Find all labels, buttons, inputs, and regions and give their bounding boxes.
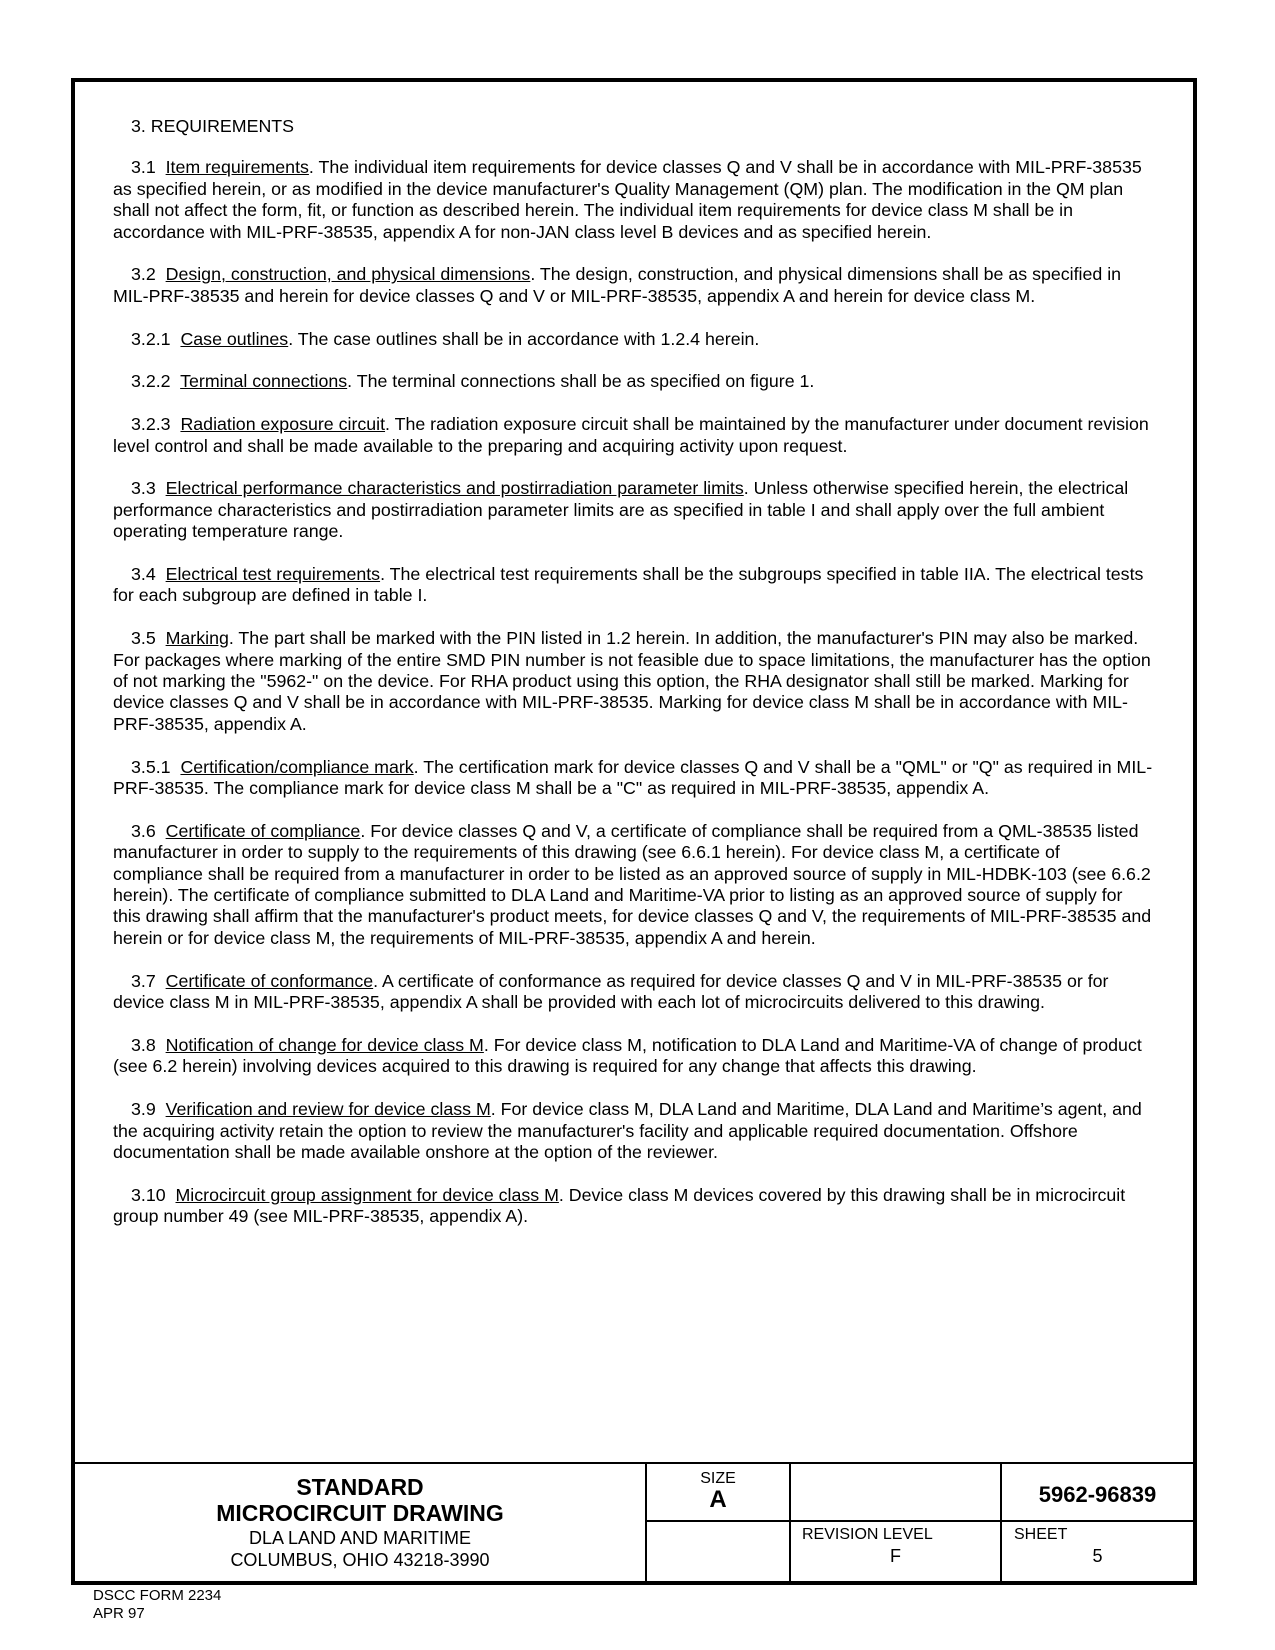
paragraph-3-6: 3.6 Certificate of compliance. For device classes Q and V, a certificate of compliance shall be required from a QML-38535 listed manufacturer in order to supply to the requirements of this drawing (see 6.6.1 herein). For device class M, a certificate of compliance shall be required from a manufacturer in order to be listed as an approved source of supply in MIL-HDBK-103 (see 6.6.2 herein). The certificate of compliance submitted to DLA Land and Maritime-VA prior to listing as an approved source of supply for this drawing shall affirm that the manufacturer's product meets, for device classes Q and V, the requirements of MIL-PRF-38535 and herein or for device class M, the requirements of MIL-PRF-38535, appendix A and herein.	[113, 820, 1152, 948]
page-frame	[71, 78, 1197, 1585]
org-name: DLA LAND AND MARITIME	[248, 1528, 472, 1548]
paragraph-title: Marking	[165, 628, 229, 649]
paragraph-3-3: 3.3 Electrical performance characteristics and postirradiation parameter limits. Unless otherwise specified herein, the electrical performance characteristics and postirradiation parameter limits are as specified in table I and shall apply over the full ambient operating temperature range.	[113, 478, 1129, 542]
paragraph-3-2-2: 3.2.2 Terminal connections. The terminal connections shall be as specified on figure 1.	[131, 371, 815, 392]
drawing-number: 5962-96839	[1038, 1482, 1157, 1507]
divider	[645, 1520, 1193, 1522]
paragraph-title: Electrical test requirements	[165, 564, 381, 585]
sheet-label: SHEET	[1014, 1526, 1068, 1543]
paragraph-title: Notification of change for device class M	[165, 1034, 484, 1055]
form-info	[93, 1587, 221, 1623]
paragraph-3-5-1: 3.5.1 Certification/compliance mark. The certification mark for device classes Q and V shall be a "QML" or "Q" as required in MIL-PRF-38535. The compliance mark for device class M shall be a "C" as required in MIL-PRF-38535, appendix A.	[113, 756, 1153, 799]
paragraph-title: Certificate of conformance	[165, 970, 374, 991]
paragraph-3-2: 3.2 Design, construction, and physical dimensions. The design, construction, and physical dimensions shall be as specified in MIL-PRF-38535 and herein for device classes Q and V or MIL-PRF-38535, appendix A and herein for device class M.	[113, 264, 1122, 306]
paragraph-title: Case outlines	[180, 328, 289, 349]
revision-label: REVISION LEVEL	[802, 1526, 933, 1543]
drawing-title: STANDARD	[296, 1474, 424, 1500]
paragraph-3-8: 3.8 Notification of change for device class M. For device class M, notification to DLA Land and Maritime-VA of change of product (see 6.2 herein) involving devices acquired to this drawing is required for any change that affects this drawing.	[113, 1034, 1142, 1077]
paragraph-3-7: 3.7 Certificate of conformance. A certificate of conformance as required for device classes Q and V in MIL-PRF-38535 or for device class M in MIL-PRF-38535, appendix A shall be provided with each lot of microcircuits delivered to this drawing.	[113, 970, 1109, 1013]
title-block	[75, 1462, 1193, 1583]
paragraph-3-2-1: 3.2.1 Case outlines. The case outlines shall be in accordance with 1.2.4 herein.	[131, 328, 760, 349]
form-date: APR 97	[93, 1605, 145, 1622]
paragraph-title: Electrical performance characteristics and postirradiation parameter limits	[165, 478, 744, 499]
paragraph-title: Verification and review for device class M	[165, 1099, 491, 1120]
org-address: COLUMBUS, OHIO 43218-3990	[230, 1550, 490, 1570]
paragraph-3-5: 3.5 Marking. The part shall be marked with the PIN listed in 1.2 herein. In addition, the manufacturer's PIN may also be marked. For packages where marking of the entire SMD PIN number is not feasible due to space limitations, the manufacturer has the option of not marking the "5962-" on the device. For RHA product using this option, the RHA designator shall still be marked. Marking for device classes Q and V shall be in accordance with MIL-PRF-38535. Marking for device class M shall be in accordance with MIL-PRF-38535, appendix A.	[113, 628, 1151, 734]
paragraph-title: Terminal connections	[180, 371, 348, 392]
paragraph-title: Item requirements	[165, 157, 309, 178]
section-heading: 3. REQUIREMENTS	[131, 116, 295, 136]
revision-value: F	[890, 1546, 901, 1566]
paragraph-title: Radiation exposure circuit	[180, 414, 386, 435]
size-value: A	[709, 1486, 727, 1513]
paragraph-3-4: 3.4 Electrical test requirements. The electrical test requirements shall be the subgroups specified in table IIA. The electrical tests for each subgroup are defined in table I.	[113, 564, 1144, 606]
paragraph-3-2-3: 3.2.3 Radiation exposure circuit. The radiation exposure circuit shall be maintained by the manufacturer under document revision level control and shall be made available to the preparing and acquiring activity upon request.	[113, 414, 1149, 456]
paragraph-3-10: 3.10 Microcircuit group assignment for device class M. Device class M devices covered by this drawing shall be in microcircuit group number 49 (see MIL-PRF-38535, appendix A).	[113, 1184, 1126, 1227]
paragraph-title: Microcircuit group assignment for device class M	[175, 1184, 559, 1205]
paragraph-title: Certificate of compliance	[165, 820, 361, 841]
sheet-value: 5	[1092, 1546, 1103, 1566]
paragraph-title: Design, construction, and physical dimensions	[165, 264, 531, 285]
form-number: DSCC FORM 2234	[93, 1587, 222, 1604]
drawing-subtitle: MICROCIRCUIT DRAWING	[216, 1500, 504, 1526]
size-label: SIZE	[700, 1470, 736, 1487]
paragraph-title: Certification/compliance mark	[180, 756, 414, 777]
document-body	[113, 116, 1153, 1249]
paragraph-3-1: 3.1 Item requirements. The individual item requirements for device classes Q and V shall be in accordance with MIL-PRF-38535 as specified herein, or as modified in the device manufacturer's Quality Management (QM) plan. The modification in the QM plan shall not affect the form, fit, or function as described herein. The individual item requirements for device class M shall be in accordance with MIL-PRF-38535, appendix A for non-JAN class level B devices and as specified herein.	[113, 157, 1142, 242]
paragraph-3-9: 3.9 Verification and review for device class M. For device class M, DLA Land and Maritime, DLA Land and Maritime’s agent, and the acquiring activity retain the option to review the manufacturer's facility and applicable required documentation. Offshore documentation shall be made available onshore at the option of the reviewer.	[113, 1099, 1142, 1162]
